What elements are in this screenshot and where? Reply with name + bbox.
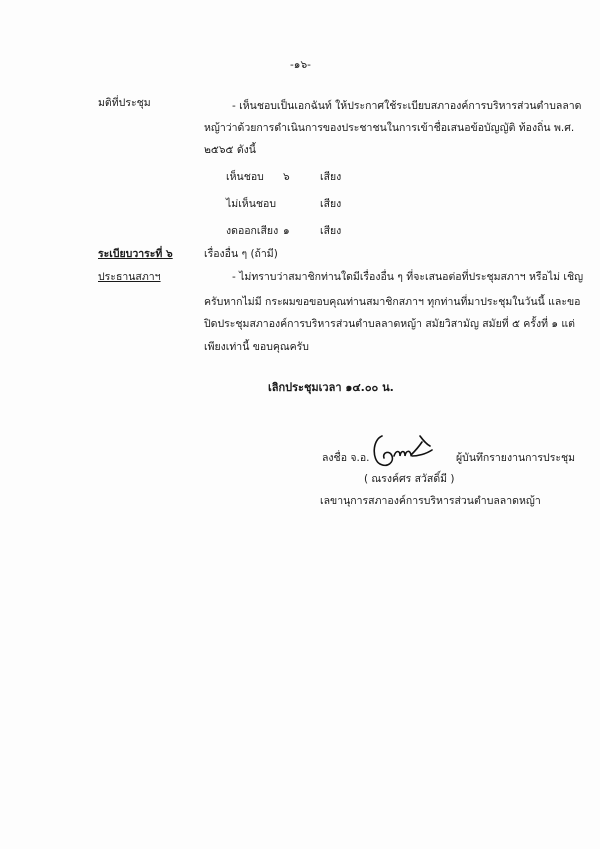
signature-name: ( ณรงค์ศร สวัสดิ์มี ) bbox=[364, 473, 455, 485]
agenda-6-speaker: ประธานสภาฯ bbox=[98, 271, 161, 283]
agenda-6-line-1: - ไม่ทราบว่าสมาชิกท่านใดมีเรื่องอื่น ๆ ที่จะเสนอต่อที่ประชุมสภาฯ หรือไม่ เชิญ bbox=[232, 271, 584, 283]
meeting-closing-time: เลิกประชุมเวลา ๑๔.๐๐ น. bbox=[268, 381, 394, 394]
vote-approve-unit: เสียง bbox=[320, 171, 342, 183]
signature-role: ผู้บันทึกรายงานการประชุม bbox=[456, 452, 576, 464]
handwritten-signature bbox=[368, 426, 438, 472]
signature-prefix: ลงชื่อ จ.อ. bbox=[322, 452, 370, 464]
agenda-6-line-3: ปิดประชุมสภาองค์การบริหารส่วนตำบลลาดหญ้า สมัยวิสามัญ สมัยที่ ๕ ครั้งที่ ๑ แต่ bbox=[204, 318, 575, 330]
vote-abstain-label: งดออกเสียง bbox=[226, 225, 279, 237]
vote-approve-count: ๖ bbox=[283, 171, 290, 183]
agenda-6-line-2: ครับหากไม่มี กระผมขอขอบคุณท่านสมาชิกสภาฯ ทุกท่านที่มาประชุมในวันนี้ และขอ bbox=[204, 296, 581, 308]
resolution-line-1: - เห็นชอบเป็นเอกฉันท์ ให้ประกาศใช้ระเบียบสภาองค์การบริหารส่วนตำบลลาด bbox=[232, 100, 582, 112]
vote-abstain-unit: เสียง bbox=[320, 225, 342, 237]
vote-abstain-count: ๑ bbox=[283, 225, 290, 237]
vote-reject-unit: เสียง bbox=[320, 198, 342, 210]
agenda-6-heading: ระเบียบวาระที่ ๖ bbox=[98, 248, 173, 260]
resolution-label: มติที่ประชุม bbox=[98, 97, 151, 109]
agenda-6-line-4: เพียงเท่านี้ ขอบคุณครับ bbox=[204, 341, 309, 353]
vote-reject-label: ไม่เห็นชอบ bbox=[226, 198, 276, 210]
page-number: -๑๖- bbox=[290, 59, 311, 71]
resolution-line-2: หญ้าว่าด้วยการดำเนินการของประชาชนในการเข้าชื่อเสนอข้อบัญญัติ ท้องถิ่น พ.ศ. bbox=[204, 122, 575, 134]
resolution-line-3: ๒๕๖๕ ดังนี้ bbox=[204, 144, 256, 156]
agenda-6-title: เรื่องอื่น ๆ (ถ้ามี) bbox=[204, 248, 278, 260]
signature-position: เลขานุการสภาองค์การบริหารส่วนตำบลลาดหญ้า bbox=[320, 495, 541, 507]
vote-approve-label: เห็นชอบ bbox=[226, 171, 264, 183]
